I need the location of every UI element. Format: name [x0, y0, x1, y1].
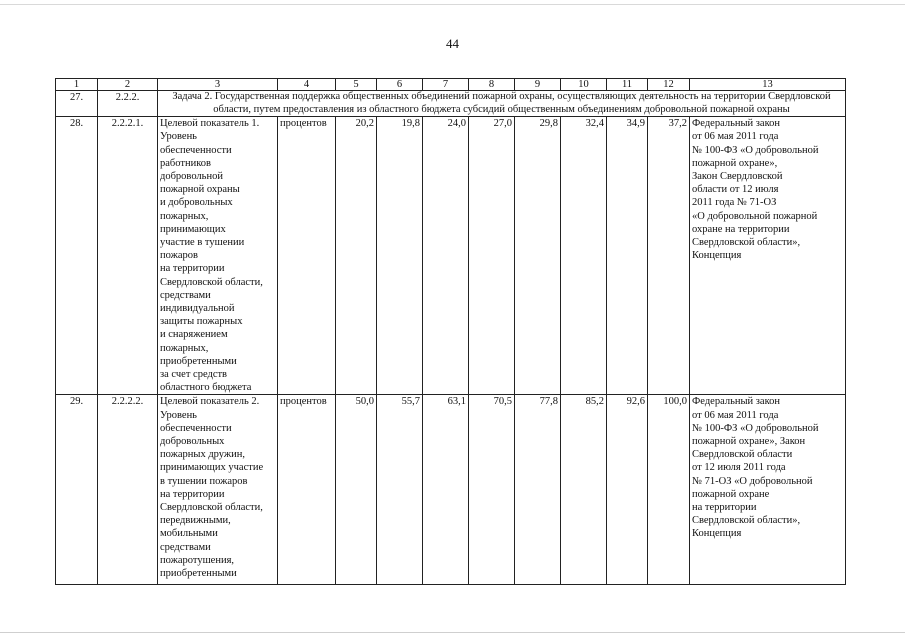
- row-code: 2.2.2.1.: [98, 117, 158, 395]
- column-header: 10: [561, 79, 607, 91]
- value-cell: 55,7: [377, 395, 423, 585]
- column-header: 5: [336, 79, 377, 91]
- value-cell: 50,0: [336, 395, 377, 585]
- value-cell: 77,8: [515, 395, 561, 585]
- row-number: 29.: [56, 395, 98, 585]
- scan-edge-top: [0, 4, 905, 5]
- column-header: 9: [515, 79, 561, 91]
- header-row: [56, 79, 846, 91]
- value-cell: 24,0: [423, 117, 469, 395]
- value-cell: 20,2: [336, 117, 377, 395]
- indicator-name: Целевой показатель 2. Уровень обеспеченности добровольных пожарных дружин, принимающих участие в тушении пожаров на территории Свердловской области, передвижными, мобильными средствами пожаротушения, приобретенными: [158, 395, 278, 585]
- unit: процентов: [278, 117, 336, 395]
- unit: процентов: [278, 395, 336, 585]
- value-cell: 29,8: [515, 117, 561, 395]
- row-code: 2.2.2.2.: [98, 395, 158, 585]
- row-code: 2.2.2.: [98, 91, 158, 117]
- column-header: 11: [607, 79, 648, 91]
- column-header: 12: [648, 79, 690, 91]
- value-cell: 34,9: [607, 117, 648, 395]
- column-header: 1: [56, 79, 98, 91]
- column-header: 3: [158, 79, 278, 91]
- value-cell: 92,6: [607, 395, 648, 585]
- value-cell: 32,4: [561, 117, 607, 395]
- table-row: [56, 395, 846, 585]
- value-cell: 63,1: [423, 395, 469, 585]
- column-header: 7: [423, 79, 469, 91]
- value-cell: 27,0: [469, 117, 515, 395]
- legal-basis: Федеральный закон от 06 мая 2011 года № 100-ФЗ «О добровольной пожарной охране», Закон Свердловской области от 12 июля 2011 года № 71-ОЗ «О добровольной пожарной охране на территории Свердловской области», Концепция: [690, 117, 846, 395]
- value-cell: 85,2: [561, 395, 607, 585]
- scan-edge-bottom: [0, 632, 905, 633]
- column-header: 8: [469, 79, 515, 91]
- column-header: 6: [377, 79, 423, 91]
- row-number: 27.: [56, 91, 98, 117]
- column-header: 2: [98, 79, 158, 91]
- column-header: 13: [690, 79, 846, 91]
- column-header: 4: [278, 79, 336, 91]
- value-cell: 100,0: [648, 395, 690, 585]
- task-row: [56, 91, 846, 117]
- row-number: 28.: [56, 117, 98, 395]
- value-cell: 19,8: [377, 117, 423, 395]
- value-cell: 70,5: [469, 395, 515, 585]
- indicator-name: Целевой показатель 1. Уровень обеспеченности работников добровольной пожарной охраны и добровольных пожарных, принимающих участие в тушении пожаров на территории Свердловской области, средствами индивидуальной защиты пожарных и снаряжением пожарных, приобретенными за счет средств областного бюджета: [158, 117, 278, 395]
- table-row: [56, 117, 846, 395]
- indicator-table: [55, 78, 846, 585]
- value-cell: 37,2: [648, 117, 690, 395]
- page-number: 44: [446, 36, 459, 51]
- task-description: Задача 2. Государственная поддержка общественных объединений пожарной охраны, осуществляющих деятельность на территории Свердловской области, путем предоставления из областного бюджета субсидий общественным объединениям добровольной пожарной охраны: [158, 91, 846, 117]
- legal-basis: Федеральный закон от 06 мая 2011 года № 100-ФЗ «О добровольной пожарной охране», Закон Свердловской области от 12 июля 2011 года № 71-ОЗ «О добровольной пожарной охране на территории Свердловской области», Концепция: [690, 395, 846, 585]
